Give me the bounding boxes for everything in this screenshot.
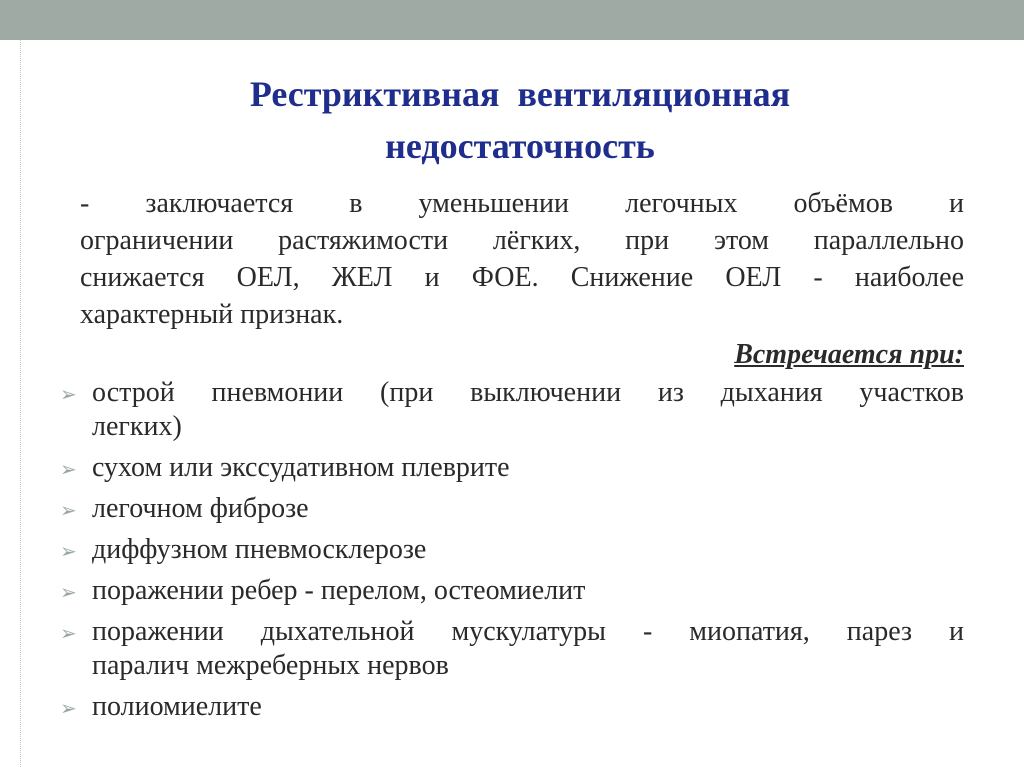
list-item-text [92, 574, 964, 608]
arrow-bullet-icon: ➢ [60, 457, 77, 481]
list-item-line: острой пневмонии (при выключении из дыхания участков [92, 377, 964, 408]
list-item-line: паралич межреберных нервов [92, 650, 449, 681]
top-bar [0, 0, 1024, 40]
list-item-line: полиомиелите [92, 691, 262, 722]
arrow-bullet-icon: ➢ [60, 539, 77, 563]
slide-title [120, 68, 920, 172]
list-item-line: легких) [92, 411, 182, 442]
arrow-bullet-icon: ➢ [60, 696, 77, 720]
title-line-1: Рестриктивная вентиляционная [249, 74, 791, 114]
list-item [60, 492, 964, 526]
list-item-text [92, 533, 964, 567]
list-item-text [92, 492, 964, 526]
list-item-text [92, 451, 964, 485]
list-item [60, 451, 964, 485]
list-item [60, 574, 964, 608]
intro-line-1: - заключается в уменьшении легочных объёмов и [80, 188, 964, 219]
list-item-text [92, 690, 964, 724]
list-item-line: поражении дыхательной мускулатуры - миопатия, парез и [92, 616, 964, 647]
list-item-line: диффузном пневмосклерозе [92, 534, 427, 565]
condition-list [60, 376, 964, 731]
list-item-line: легочном фиброзе [92, 493, 309, 524]
list-item-text [92, 615, 964, 683]
arrow-bullet-icon: ➢ [60, 382, 77, 406]
list-item-text [92, 376, 964, 444]
intro-line-3: снижается ОЕЛ, ЖЕЛ и ФОЕ. Снижение ОЕЛ - наиболее [80, 262, 964, 293]
title-line-2: недостаточность [385, 126, 655, 166]
intro-paragraph [80, 185, 964, 333]
occurs-heading: Встречается при: [734, 339, 964, 370]
list-item [60, 533, 964, 567]
arrow-bullet-icon: ➢ [60, 498, 77, 522]
intro-line-4: характерный признак. [80, 299, 344, 330]
list-item-line: поражении ребер - перелом, остеомиелит [92, 575, 586, 606]
list-item [60, 690, 964, 724]
list-item [60, 376, 964, 444]
left-dotted-rule [20, 40, 21, 767]
list-item [60, 615, 964, 683]
list-item-line: сухом или экссудативном плеврите [92, 452, 510, 483]
intro-line-2: ограничении растяжимости лёгких, при этом параллельно [80, 225, 964, 256]
arrow-bullet-icon: ➢ [60, 580, 77, 604]
arrow-bullet-icon: ➢ [60, 621, 77, 645]
